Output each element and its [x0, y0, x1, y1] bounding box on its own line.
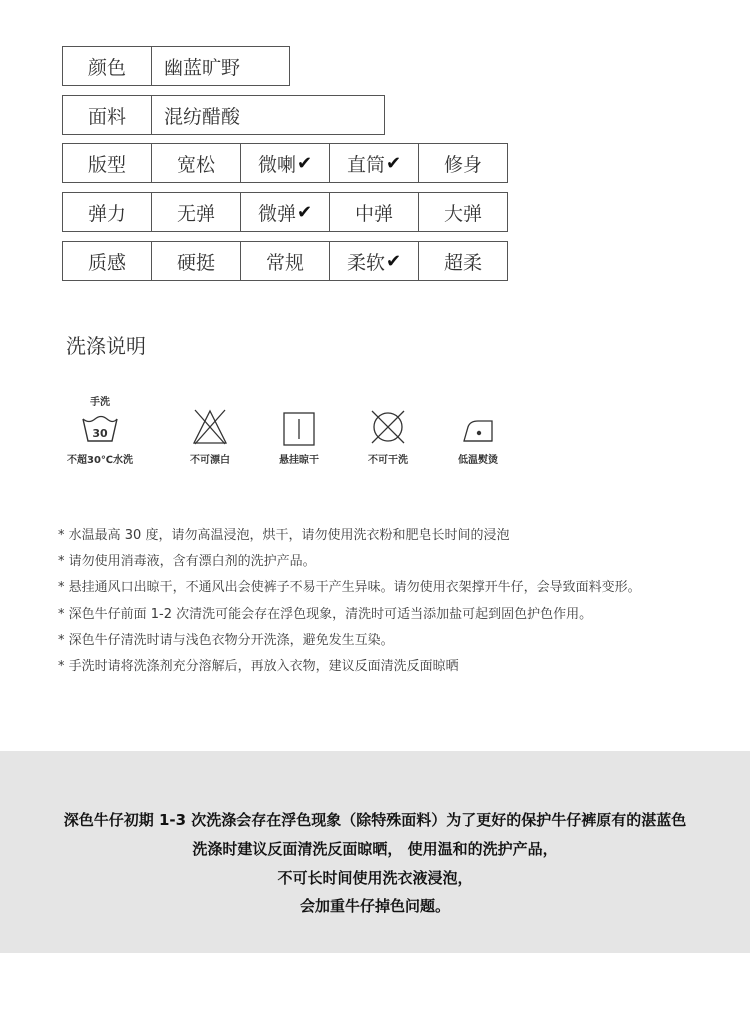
option-text: 宽松 [176, 153, 215, 176]
banner-line: 不可长时间使用洗衣液浸泡， [277, 869, 473, 887]
no-bleach-symbol [175, 408, 245, 468]
spec-row-fit [62, 143, 508, 183]
spec-value-color: 幽蓝旷野 [164, 56, 241, 79]
spec-value-fabric: 混纺醋酸 [164, 105, 241, 128]
stretch-option [330, 193, 419, 231]
spec-label-fit: 版型 [63, 144, 152, 182]
spec-label-fabric: 面料 [63, 96, 152, 134]
no-dry-clean-symbol [353, 408, 423, 468]
fit-option [330, 144, 419, 182]
wash-section-title: 洗涤说明 [66, 334, 146, 358]
hand-wash-icon [80, 415, 120, 443]
banner-line: 深色牛仔初期 1-3 次洗涤会存在浮色现象（除特殊面料）为了更好的保护牛仔裤原有的湛蓝色 [63, 811, 687, 829]
option-text: 大弹 [443, 202, 482, 225]
banner-line: 会加重牛仔掉色问题。 [299, 897, 450, 915]
spec-label-texture: 质感 [63, 242, 152, 280]
option-text: 直筒 [346, 153, 385, 176]
wash-notes-list [58, 523, 748, 680]
wash-note: * 请勿使用消毒液，含有漂白剂的洗护产品。 [58, 554, 316, 570]
stretch-option [419, 193, 507, 231]
check-mark-icon: ✔ [296, 152, 313, 174]
fit-option [241, 144, 330, 182]
low-iron-symbol [443, 413, 513, 468]
spec-row-texture [62, 241, 508, 281]
option-text: 柔软 [346, 251, 385, 274]
no-dry-clean-caption: 不可干洗 [368, 455, 408, 466]
hand-wash-top-label: 手洗 [90, 397, 110, 408]
texture-option [152, 242, 241, 280]
no-bleach-caption: 不可漂白 [190, 455, 230, 466]
stretch-option [152, 193, 241, 231]
option-text: 修身 [443, 153, 482, 176]
spec-row-stretch [62, 192, 508, 232]
option-text: 中弹 [354, 202, 393, 225]
fit-option [152, 144, 241, 182]
spec-row-fabric [62, 95, 385, 135]
wash-note: * 悬挂通风口出晾干，不通风出会使裤子不易干产生异味。请勿使用衣架撑开牛仔，会导致面料变形。 [58, 580, 641, 596]
no-dry-clean-icon [369, 408, 407, 446]
option-text: 无弹 [176, 202, 215, 225]
spec-label-color: 颜色 [63, 47, 152, 85]
banner-line: 洗涤时建议反面清洗反面晾晒， 使用温和的洗护产品， [192, 840, 558, 858]
check-mark-icon: ✔ [385, 152, 402, 174]
low-iron-icon [460, 415, 496, 445]
wash-note: * 深色牛仔前面 1-2 次清洗可能会存在浮色现象，清洗时可适当添加盐可起到固色护色作用。 [58, 606, 593, 622]
hand-wash-caption: 不超30℃水洗 [66, 455, 134, 466]
hang-dry-symbol [264, 410, 334, 468]
wash-note: * 水温最高 30 度，请勿高温浸泡，烘干，请勿使用洗衣粉和肥皂长时间的浸泡 [58, 528, 510, 543]
low-iron-caption: 低温熨烫 [458, 455, 498, 466]
texture-option [419, 242, 507, 280]
hand-wash-number: 30 [92, 427, 108, 440]
option-text: 微喇 [257, 153, 296, 176]
wash-note: * 手洗时请将洗涤剂充分溶解后，再放入衣物，建议反面清洗反面晾晒 [58, 658, 459, 674]
check-mark-icon: ✔ [296, 201, 313, 223]
hang-dry-caption: 悬挂晾干 [279, 455, 319, 466]
notice-banner [0, 751, 750, 953]
fit-option [419, 144, 507, 182]
texture-option [330, 242, 419, 280]
hand-wash-symbol [60, 393, 140, 468]
stretch-option [241, 193, 330, 231]
hang-dry-icon [283, 412, 315, 446]
option-text: 常规 [265, 251, 304, 274]
spec-row-color [62, 46, 290, 86]
option-text: 超柔 [443, 251, 482, 274]
option-text: 微弹 [257, 202, 296, 225]
texture-option [241, 242, 330, 280]
spec-label-stretch: 弹力 [63, 193, 152, 231]
option-text: 硬挺 [176, 251, 215, 274]
check-mark-icon: ✔ [385, 250, 402, 272]
wash-note: * 深色牛仔清洗时请与浅色衣物分开洗涤，避免发生互染。 [58, 632, 394, 648]
no-bleach-icon [191, 408, 229, 446]
